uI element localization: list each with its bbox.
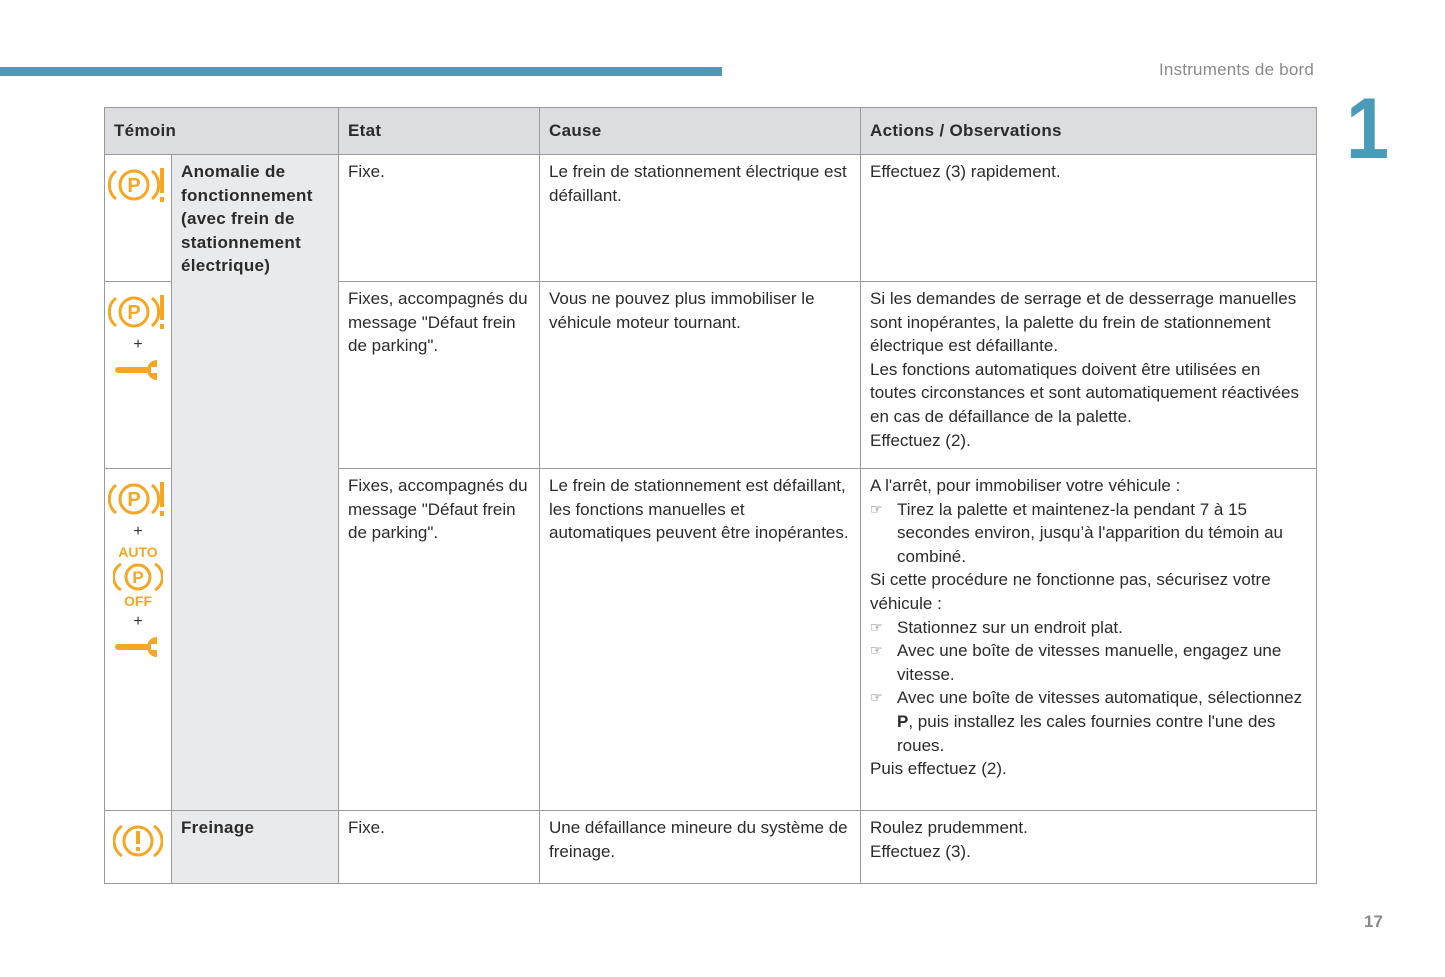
bullet-text-pre: Avec une boîte de vitesses automatique, sélectionnez <box>897 688 1303 708</box>
auto-label: AUTO <box>118 544 158 560</box>
page-number: 17 <box>1364 912 1383 931</box>
icon-cell <box>105 282 172 469</box>
icon-cell <box>105 811 172 884</box>
row3-actions <box>861 469 1317 811</box>
list-item <box>870 498 1307 569</box>
pointing-hand-icon: ☞ <box>870 642 883 659</box>
auto-parking-off-icon <box>113 545 163 609</box>
bullet-text-post: , puis installez les cales fournies contre l'une des roues. <box>897 711 1276 755</box>
row2-actions <box>861 282 1317 469</box>
svg-text:P: P <box>132 568 144 587</box>
row3-bullet-list-1 <box>870 498 1307 569</box>
off-label: OFF <box>124 593 152 609</box>
row4-action-line: Effectuez (3). <box>870 841 971 861</box>
row3-cause: Le frein de stationnement est défaillant, les fonctions manuelles et automatiques peuvent être inopérantes. <box>540 469 861 811</box>
table-row <box>105 155 1317 282</box>
row2-action-line: Si les demandes de serrage et de desserrage manuelles sont inopérantes, la palette du frein de stationnement électrique est défaillante. <box>870 289 1297 356</box>
row3-outro: Puis effectuez (2). <box>870 759 1007 779</box>
row2-action-line: Effectuez (2). <box>870 430 971 450</box>
header-temoin: Témoin <box>105 108 339 155</box>
pointing-hand-icon: ☞ <box>870 689 883 706</box>
icon-cell <box>105 469 172 811</box>
brake-warning-icon <box>113 821 163 861</box>
chapter-number: 1 <box>1346 81 1390 177</box>
pointing-hand-icon: ☞ <box>870 500 883 517</box>
list-item <box>870 686 1307 757</box>
row3-bullet-list-2 <box>870 616 1307 758</box>
table-header-row <box>105 108 1317 155</box>
plus-sign: + <box>133 523 143 540</box>
row3-etat: Fixes, accompagnés du message "Défaut frein de parking". <box>339 469 540 811</box>
svg-text:P: P <box>127 175 141 197</box>
bullet-text-bold: P <box>897 711 909 731</box>
bullet-text: Tirez la palette et maintenez-la pendant 7 à 15 secondes environ, jusqu’à l'apparition du témoin au combiné. <box>897 499 1283 566</box>
section-title: Instruments de bord <box>1159 60 1314 79</box>
group-label-freinage: Freinage <box>172 811 339 884</box>
header-actions: Actions / Observations <box>861 108 1317 155</box>
row4-etat: Fixe. <box>339 811 540 884</box>
row3-middle: Si cette procédure ne fonctionne pas, sécurisez votre véhicule : <box>870 570 1271 613</box>
list-item <box>870 616 1307 640</box>
bullet-text: Stationnez sur un endroit plat. <box>897 617 1123 637</box>
parking-brake-fault-icon <box>108 292 168 332</box>
icon-cell <box>105 155 172 282</box>
pointing-hand-icon: ☞ <box>870 618 883 635</box>
row3-intro: A l'arrêt, pour immobiliser votre véhicule : <box>870 476 1181 495</box>
plus-sign: + <box>133 613 143 630</box>
warning-lights-table <box>104 107 1317 884</box>
row2-action-line: Les fonctions automatiques doivent être utilisées en toutes circonstances et sont automatiquement réactivées en cas de défaillance de la palette. <box>870 359 1300 426</box>
row1-actions: Effectuez (3) rapidement. <box>861 155 1317 282</box>
group-label-anomalie: Anomalie de fonctionnement (avec frein de stationnement électrique) <box>172 155 339 811</box>
svg-text:P: P <box>127 489 141 511</box>
header-etat: Etat <box>339 108 540 155</box>
bullet-text: Avec une boîte de vitesses manuelle, engagez une vitesse. <box>897 641 1282 684</box>
table-row <box>105 811 1317 884</box>
wrench-icon <box>113 635 163 659</box>
row2-etat: Fixes, accompagnés du message "Défaut frein de parking". <box>339 282 540 469</box>
parking-brake-fault-icon <box>108 479 168 519</box>
row1-cause: Le frein de stationnement électrique est défaillant. <box>540 155 861 282</box>
row4-actions <box>861 811 1317 884</box>
parking-circle-icon <box>113 560 163 594</box>
list-item <box>870 639 1307 686</box>
row1-etat: Fixe. <box>339 155 540 282</box>
row2-cause: Vous ne pouvez plus immobiliser le véhicule moteur tournant. <box>540 282 861 469</box>
wrench-icon <box>113 358 163 382</box>
row4-cause: Une défaillance mineure du système de freinage. <box>540 811 861 884</box>
svg-text:P: P <box>127 302 141 324</box>
top-accent-bar <box>0 67 722 76</box>
header-cause: Cause <box>540 108 861 155</box>
plus-sign: + <box>133 336 143 353</box>
parking-brake-fault-icon <box>108 165 168 205</box>
row4-action-line: Roulez prudemment. <box>870 818 1028 837</box>
